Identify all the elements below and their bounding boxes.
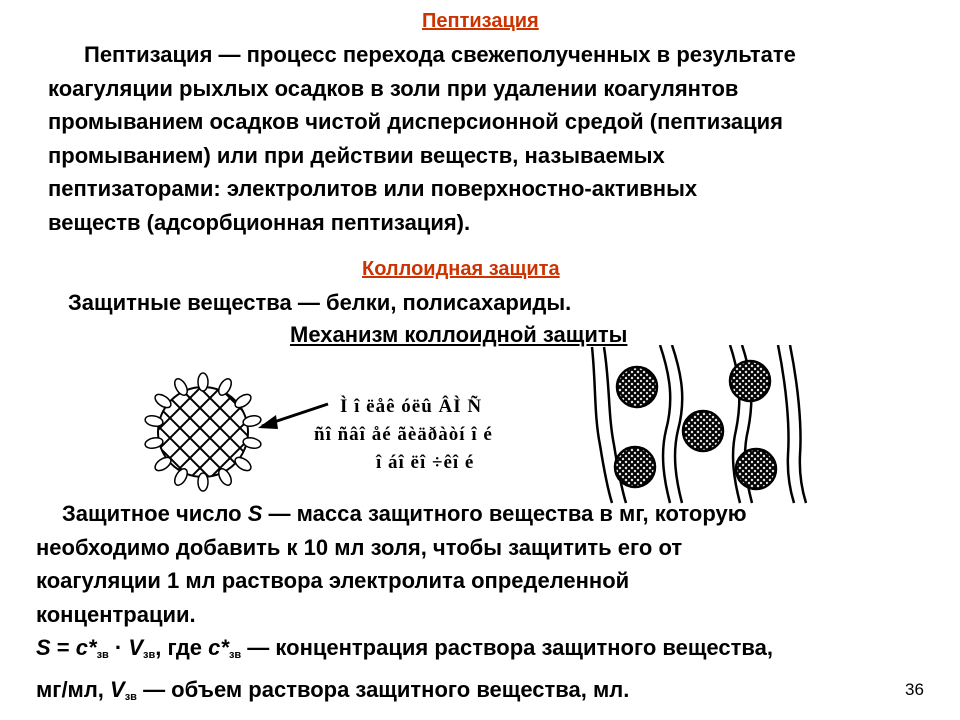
text: ·	[108, 635, 129, 660]
protective-number-line: концентрации.	[36, 601, 196, 627]
text: , где	[155, 635, 209, 660]
protected-particle-diagram	[140, 368, 340, 498]
subscript: зв	[124, 690, 137, 703]
diagram-label-line: ñî ñâî åé ãèäðàòí î é	[314, 424, 493, 445]
symbol-v: V	[110, 676, 125, 702]
formula-units-line	[36, 673, 956, 715]
subscript: зв	[143, 649, 156, 661]
diagram-label-line: Ì î ëåê óëû ÂÌ Ñ	[340, 396, 483, 417]
symbol-c: c*	[208, 635, 229, 660]
text: =	[50, 635, 76, 660]
protective-number-line: необходимо добавить к 10 мл золя, чтобы защитить его от	[36, 534, 683, 560]
subscript: зв	[228, 649, 242, 661]
protective-substances-text: Защитные вещества — белки, полисахариды.	[68, 290, 572, 315]
subscript: зв	[96, 649, 109, 661]
mechanism-title: Механизм коллоидной защиты	[290, 322, 628, 347]
protective-number-paragraph	[36, 497, 956, 714]
peptization-line: промыванием осадков чистой дисперсионной средой (пептизация	[48, 109, 783, 134]
peptization-line: веществ (адсорбционная пептизация).	[48, 209, 471, 235]
text: мг/мл,	[36, 676, 111, 702]
peptization-line: пептизаторами: электролитов или поверхностно-активных	[48, 176, 698, 201]
protective-number-line	[36, 497, 956, 531]
peptization-line: Пептизация — процесс перехода свежеполученных в результате	[84, 42, 796, 67]
peptization-paragraph	[48, 38, 948, 239]
protective-number-line: коагуляции 1 мл раствора электролита определенной	[36, 568, 630, 593]
peptization-line: коагуляции рыхлых осадков в золи при удалении коагулянтов	[48, 75, 739, 101]
text: Защитное число	[62, 501, 248, 526]
text: — объем раствора защитного вещества, мл.	[136, 676, 630, 702]
macromolecule-chains-diagram	[590, 345, 810, 505]
symbol-c: c*	[75, 635, 97, 660]
text: — концентрация раствора защитного вещества,	[241, 635, 773, 660]
text: — масса защитного вещества в мг, которую	[262, 501, 747, 526]
formula-line	[36, 631, 956, 673]
page-number: 36	[905, 680, 924, 699]
symbol-s: S	[247, 501, 263, 526]
symbol-s: S	[36, 635, 51, 660]
hatched-particles	[615, 361, 776, 489]
peptization-title: Пептизация	[422, 10, 539, 32]
diagram-label-line: î áî ëî ÷êî é	[376, 452, 475, 473]
peptization-line: промыванием) или при действии веществ, называемых	[48, 142, 665, 168]
colloid-protection-title: Коллоидная защита	[362, 258, 560, 280]
symbol-v: V	[128, 635, 144, 660]
